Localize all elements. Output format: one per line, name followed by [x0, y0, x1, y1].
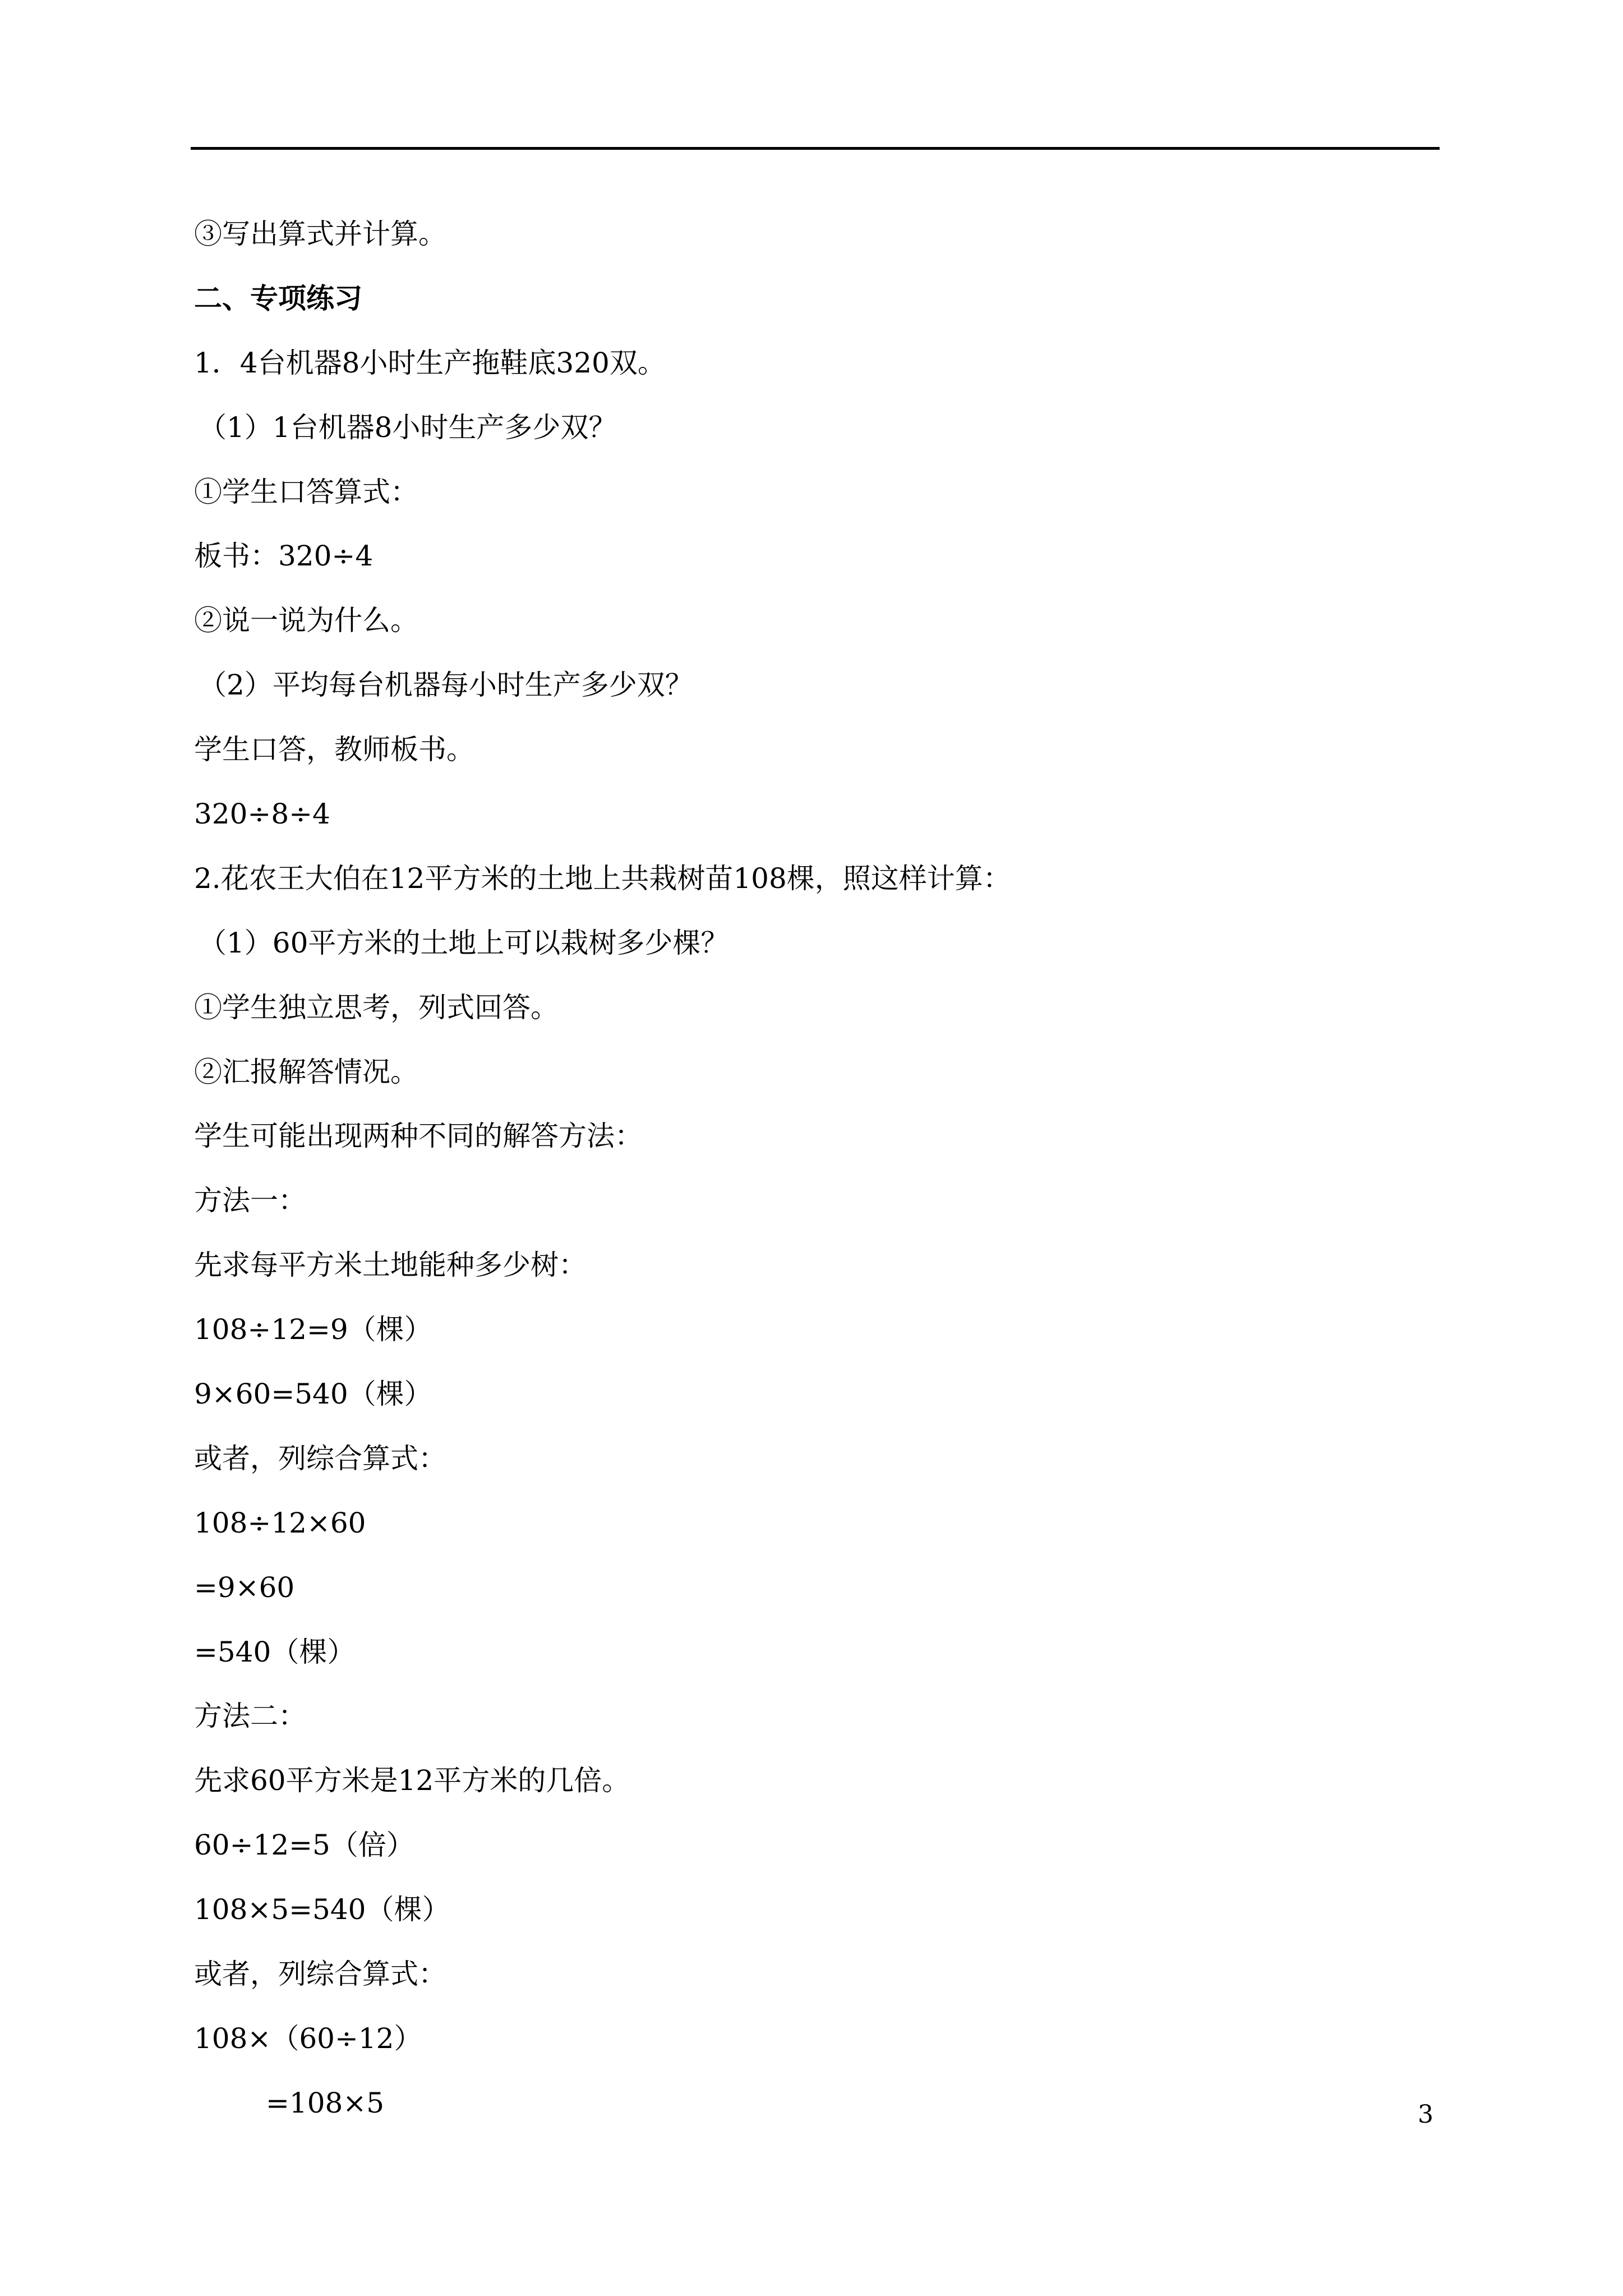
formula-line: =108×5 [266, 2086, 385, 2119]
text-line: ①学生口答算式： [194, 475, 418, 508]
formula-line: 320÷8÷4 [194, 798, 330, 831]
formula-line: 108÷12=9（棵） [194, 1313, 432, 1346]
problem-1: 1．4台机器8小时生产拖鞋底320双。 [194, 346, 666, 379]
formula-line: 108÷12×60 [194, 1506, 366, 1539]
section-heading: 二、专项练习 [194, 281, 362, 315]
method-2-heading: 方法二： [194, 1700, 306, 1733]
text-line: 或者，列综合算式： [194, 1442, 446, 1475]
formula-line: 108×5=540（棵） [194, 1893, 450, 1926]
formula-line: 108×（60÷12） [194, 2022, 422, 2055]
formula-line: 9×60=540（棵） [194, 1378, 432, 1411]
text-line: 先求每平方米土地能种多少树： [194, 1249, 587, 1282]
problem-2: 2.花农王大伯在12平方米的土地上共栽树苗108棵，照这样计算： [194, 862, 1011, 895]
text-line: 板书：320÷4 [194, 540, 374, 573]
method-1-heading: 方法一： [194, 1184, 306, 1217]
text-line: 先求60平方米是12平方米的几倍。 [194, 1764, 630, 1797]
text-line: ①学生独立思考，列式回答。 [194, 991, 559, 1024]
header-rule [191, 147, 1440, 150]
document-body [194, 202, 1439, 2136]
text-line: 学生口答，教师板书。 [194, 733, 474, 766]
text-line: ②说一说为什么。 [194, 604, 418, 637]
formula-line: =9×60 [194, 1571, 295, 1604]
problem-1-question-1: （1）1台机器8小时生产多少双？ [199, 411, 617, 444]
step-write-formula: ③写出算式并计算。 [194, 218, 446, 250]
formula-line: 60÷12=5（倍） [194, 1829, 414, 1862]
text-line: 或者，列综合算式： [194, 1958, 446, 1991]
problem-1-question-2: （2）平均每台机器每小时生产多少双？ [199, 669, 693, 702]
text-line: ②汇报解答情况。 [194, 1055, 418, 1088]
page-number: 3 [1418, 2100, 1433, 2129]
formula-line: =540（棵） [194, 1635, 356, 1668]
problem-2-question-1: （1）60平方米的土地上可以栽树多少棵？ [199, 926, 729, 959]
text-line: 学生可能出现两种不同的解答方法： [194, 1120, 643, 1153]
